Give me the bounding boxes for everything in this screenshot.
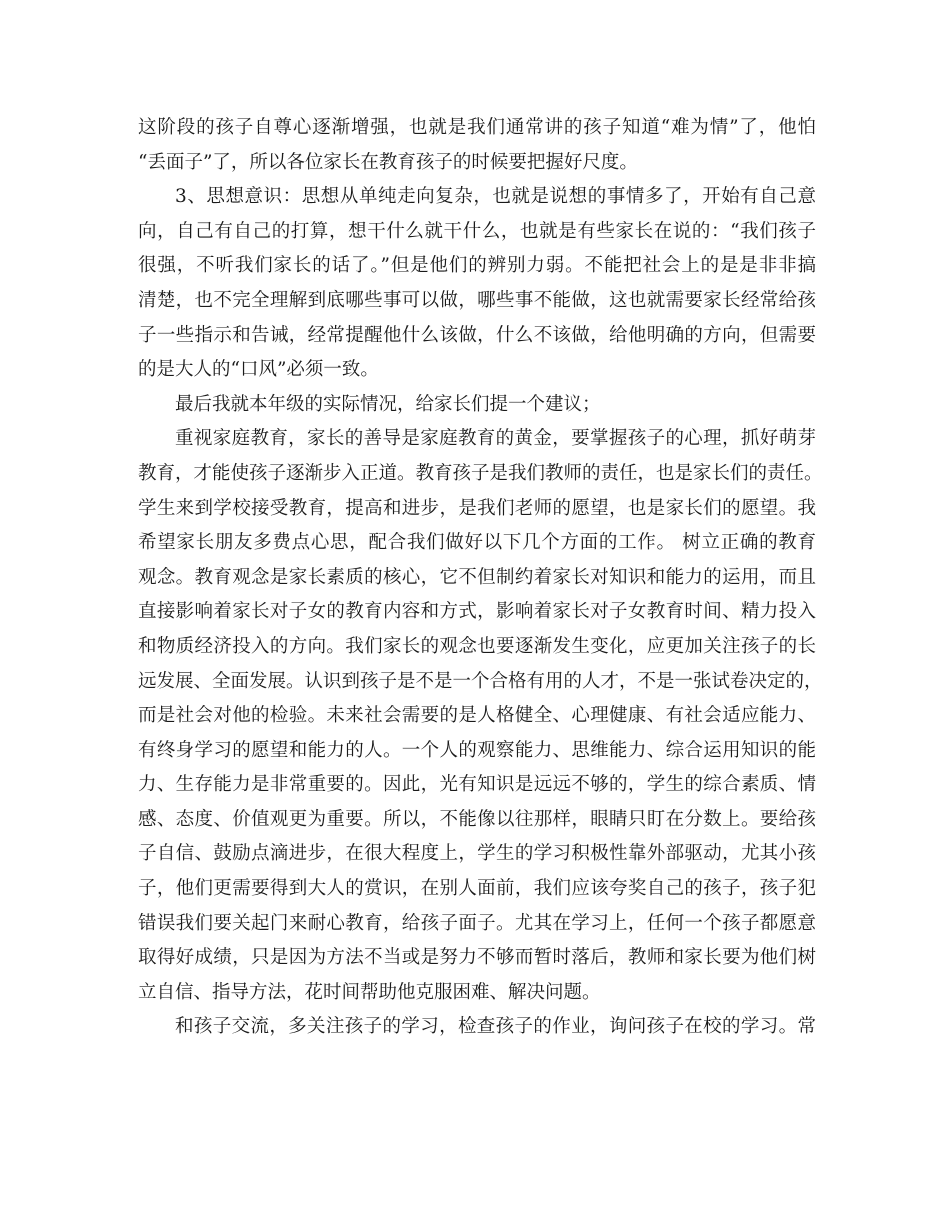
text-line: 学生来到学校接受教育，提高和进步，是我们老师的愿望，也是家长们的愿望。我 — [138, 497, 816, 519]
document-body — [138, 111, 823, 1045]
text-line: 重视家庭教育，家长的善导是家庭教育的黄金，要掌握孩子的心理，抓好萌芽 — [175, 428, 816, 450]
text-line: 和物质经济投入的方向。我们家长的观念也要逐渐发生变化，应更加关注孩子的长 — [138, 635, 816, 657]
text-line: 清楚，也不完全理解到底哪些事可以做，哪些事不能做，这也就需要家长经常给孩 — [138, 289, 816, 311]
text-line: 3、思想意识：思想从单纯走向复杂，也就是说想的事情多了，开始有自己意 — [175, 186, 816, 208]
text-line: 观念。教育观念是家长素质的核心，它不但制约着家长对知识和能力的运用，而且 — [138, 566, 816, 588]
text-line: 立自信、指导方法，花时间帮助他克服困难、解决问题。 — [138, 981, 601, 1003]
text-line: 取得好成绩，只是因为方法不当或是努力不够而暂时落后，教师和家长要为他们树 — [138, 947, 816, 969]
text-line: 这阶段的孩子自尊心逐渐增强，也就是我们通常讲的孩子知道“难为情”了，他怕 — [138, 117, 816, 138]
text-line: 子自信、鼓励点滴进步，在很大程度上，学生的学习积极性靠外部驱动，尤其小孩 — [138, 843, 816, 865]
text-line: 最后我就本年级的实际情况，给家长们提一个建议； — [175, 393, 601, 415]
text-line: “丢面子”了，所以各位家长在教育孩子的时候要把握好尺度。 — [138, 151, 638, 173]
text-line: 错误我们要关起门来耐心教育，给孩子面子。尤其在学习上，任何一个孩子都愿意 — [138, 912, 816, 934]
text-line: 的是大人的“口风”必须一致。 — [138, 359, 379, 381]
text-line: 向，自己有自己的打算，想干什么就干什么，也就是有些家长在说的：“我们孩子 — [138, 220, 816, 242]
text-line: 和孩子交流，多关注孩子的学习，检查孩子的作业，询问孩子在校的学习。常 — [175, 1016, 816, 1038]
text-line: 子，他们更需要得到大人的赏识，在别人面前，我们应该夸奖自己的孩子，孩子犯 — [138, 878, 816, 900]
text-line: 教育，才能使孩子逐渐步入正道。教育孩子是我们教师的责任，也是家长们的责任。 — [138, 462, 823, 484]
text-line: 直接影响着家长对子女的教育内容和方式，影响着家长对子女教育时间、精力投入 — [138, 601, 816, 623]
text-line: 力、生存能力是非常重要的。因此，光有知识是远远不够的，学生的综合素质、情 — [138, 774, 816, 796]
text-line: 而是社会对他的检验。未来社会需要的是人格健全、心理健康、有社会适应能力、 — [138, 705, 816, 727]
text-line: 有终身学习的愿望和能力的人。一个人的观察能力、思维能力、综合运用知识的能 — [138, 739, 816, 761]
text-line: 远发展、全面发展。认识到孩子是不是一个合格有用的人才，不是一张试卷决定的， — [138, 670, 823, 692]
text-line: 感、态度、价值观更为重要。所以，不能像以往那样，眼睛只盯在分数上。要给孩 — [138, 808, 816, 830]
text-line: 很强，不听我们家长的话了。”但是他们的辨别力弱。不能把社会上的是是非非搞 — [138, 255, 816, 277]
text-line: 希望家长朋友多费点心思，配合我们做好以下几个方面的工作。 树立正确的教育 — [138, 532, 816, 554]
text-line: 子一些指示和告诫，经常提醒他什么该做，什么不该做，给他明确的方向，但需要 — [138, 324, 816, 346]
